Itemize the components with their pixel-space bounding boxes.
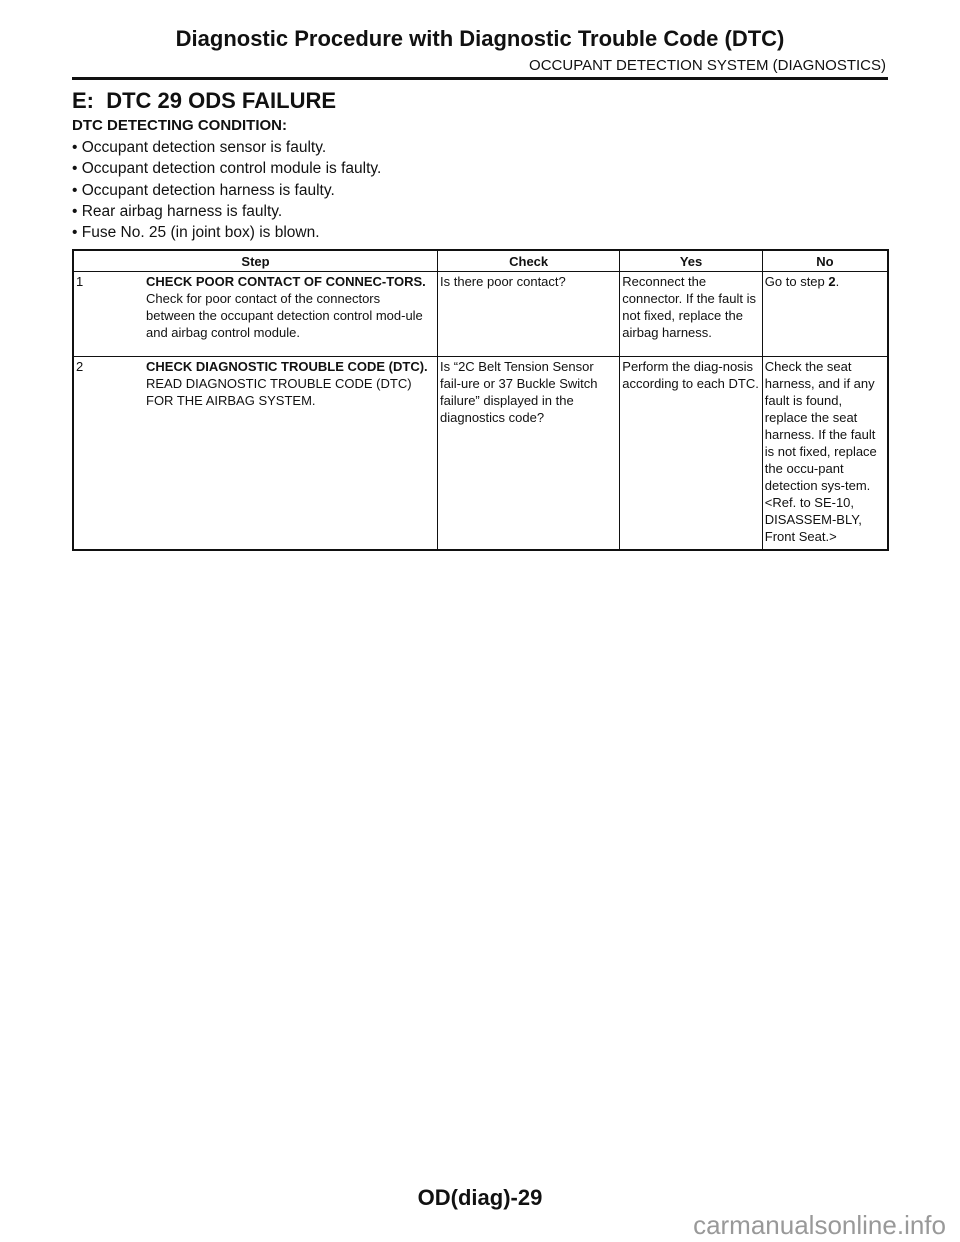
section-title: E: DTC 29 ODS FAILURE xyxy=(72,88,337,113)
header-yes: Yes xyxy=(620,250,763,272)
yes-cell: Perform the diag-nosis according to each DTC. xyxy=(620,357,763,550)
check-cell: Is “2C Belt Tension Sensor fail-ure or 37 Buckle Switch failure” displayed in the diagnostics code? xyxy=(438,357,620,550)
step-body xyxy=(146,273,431,341)
no-text: Go to step xyxy=(764,274,829,289)
diagnostic-table xyxy=(72,249,889,551)
list-item: • Occupant detection sensor is faulty. xyxy=(72,137,381,158)
no-cell xyxy=(762,272,888,357)
step-cell xyxy=(73,357,438,550)
header-check: Check xyxy=(438,250,620,272)
step-desc: READ DIAGNOSTIC TROUBLE CODE (DTC) FOR THE AIRBAG SYSTEM. xyxy=(146,376,412,408)
page-number: OD(diag)-29 xyxy=(417,1185,543,1210)
page-subtitle: OCCUPANT DETECTION SYSTEM (DIAGNOSTICS) xyxy=(529,57,886,74)
no-text: Check the seat harness, and if any fault is found, replace the seat harness. If the fault is not fixed, replace the occu-pant detection sys-tem. <Ref. to SE-10, DISASSEM-BLY, Front Seat.> xyxy=(764,359,877,544)
step-body xyxy=(146,358,431,409)
table-row xyxy=(73,357,888,550)
list-item: • Rear airbag harness is faulty. xyxy=(72,201,381,222)
table-header-row xyxy=(73,250,888,272)
header-no: No xyxy=(762,250,888,272)
list-item: • Occupant detection control module is faulty. xyxy=(72,158,381,179)
page-title: Diagnostic Procedure with Diagnostic Trouble Code (DTC) xyxy=(175,26,785,51)
list-item: • Occupant detection harness is faulty. xyxy=(72,180,381,201)
yes-cell: Reconnect the connector. If the fault is not fixed, replace the airbag harness. xyxy=(620,272,763,357)
no-cell xyxy=(762,357,888,550)
no-suffix: . xyxy=(835,274,840,289)
step-title: CHECK POOR CONTACT OF CONNEC-TORS. xyxy=(146,274,426,289)
step-desc: Check for poor contact of the connectors between the occupant detection control mod-ule and airbag control module. xyxy=(146,291,423,340)
table-row xyxy=(73,272,888,357)
check-cell: Is there poor contact? xyxy=(438,272,620,357)
step-title: CHECK DIAGNOSTIC TROUBLE CODE (DTC). xyxy=(146,359,428,374)
header-step: Step xyxy=(73,250,438,272)
step-number: 1 xyxy=(76,274,84,289)
list-item: • Fuse No. 25 (in joint box) is blown. xyxy=(72,222,381,243)
step-link[interactable]: 2 xyxy=(828,274,836,289)
step-number: 2 xyxy=(76,359,84,374)
condition-label: DTC DETECTING CONDITION: xyxy=(72,117,287,134)
watermark: carmanualsonline.info xyxy=(693,1210,946,1240)
header-rule xyxy=(72,77,888,80)
step-cell xyxy=(73,272,438,357)
condition-list xyxy=(72,137,381,243)
